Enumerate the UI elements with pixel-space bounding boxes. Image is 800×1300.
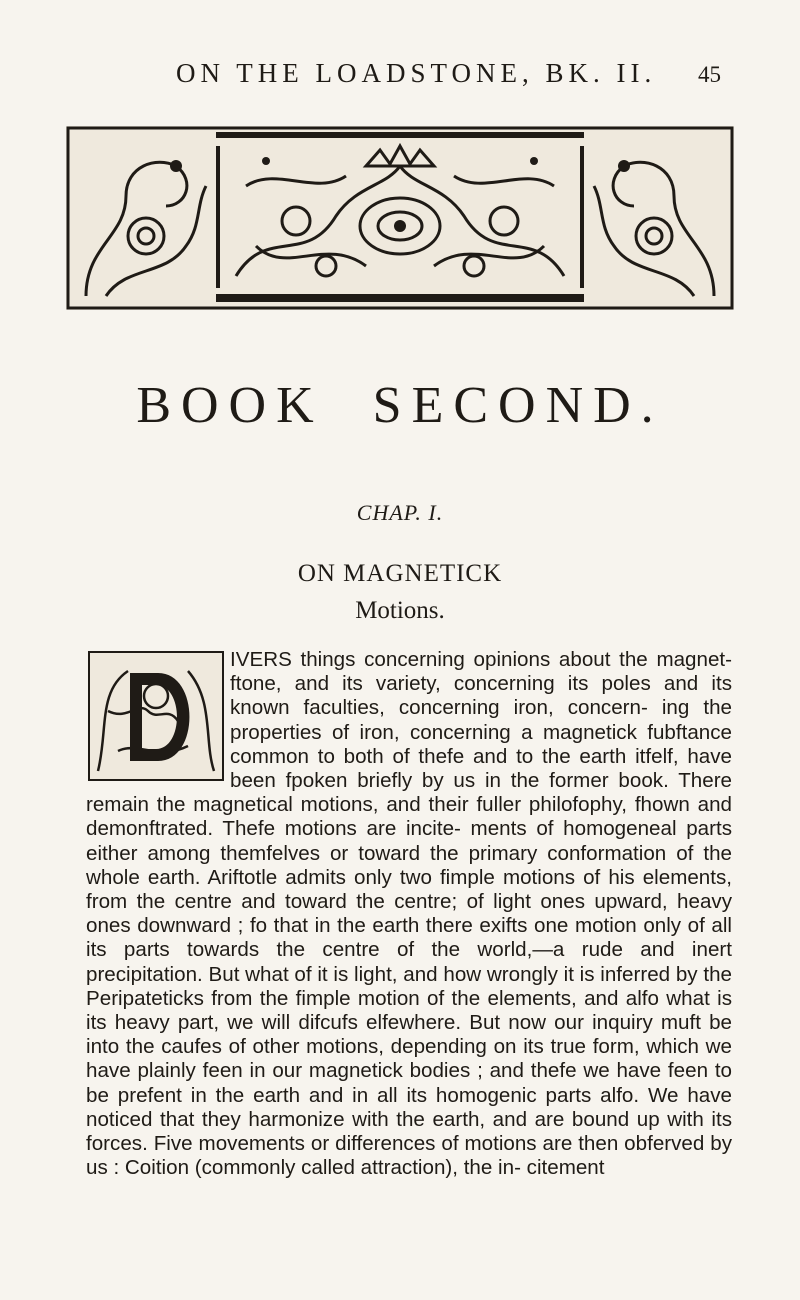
running-head bbox=[0, 58, 800, 98]
dropcap-space bbox=[86, 648, 230, 788]
body-text: IVERS things concerning opinions about the magnet-ftone, and its variety, concerning its poles and its known faculties, concerning iron, concern- ing the properties of iron, concerning a magnetick fubftance common to both of thefe and to the earth itfelf, have been fpoken briefly by us in the former book. There remain the magnetical motions, and their fuller philofophy, fhown and demonftrated. Thefe motions are incite- ments of homogeneal parts either among themfelves or toward the primary conformation of the whole earth. Ariftotle admits only two fimple motions of his elements, from the centre and toward the centre; of light ones upward, heavy ones downward ; fo that in the earth there exifts one motion only of all its parts towards the centre of the world,—a rude and inert precipitation. But what of it is light, and how wrongly it is inferred by the Peripateticks from the fimple motion of the elements, and alfo what is its heavy part, we will difcufs elfewhere. But now our inquiry muft be into the caufes of other motions, depending on its true form, which we have plainly feen in our magnetick bodies ; and thefe we have feen to be prefent in the earth and in all its homogenic parts alfo. We have noticed that they harmonize with the earth, and are bound up with its forces. Five movements or differences of motions are then obferved by us : Coition (commonly called attraction), the in- citement bbox=[86, 648, 732, 1180]
body-paragraph bbox=[86, 648, 732, 1180]
book-title: BOOK SECOND. bbox=[136, 377, 664, 434]
page-number: 45 bbox=[698, 62, 721, 87]
chapter-label: CHAP. I. bbox=[356, 500, 444, 525]
running-title: ON THE LOADSTONE, BK. II. bbox=[176, 58, 657, 88]
chapter-subtitle: Motions. bbox=[355, 597, 445, 624]
chapter-title: ON MAGNETICK bbox=[297, 560, 503, 587]
ornamental-headpiece-icon bbox=[66, 126, 734, 310]
